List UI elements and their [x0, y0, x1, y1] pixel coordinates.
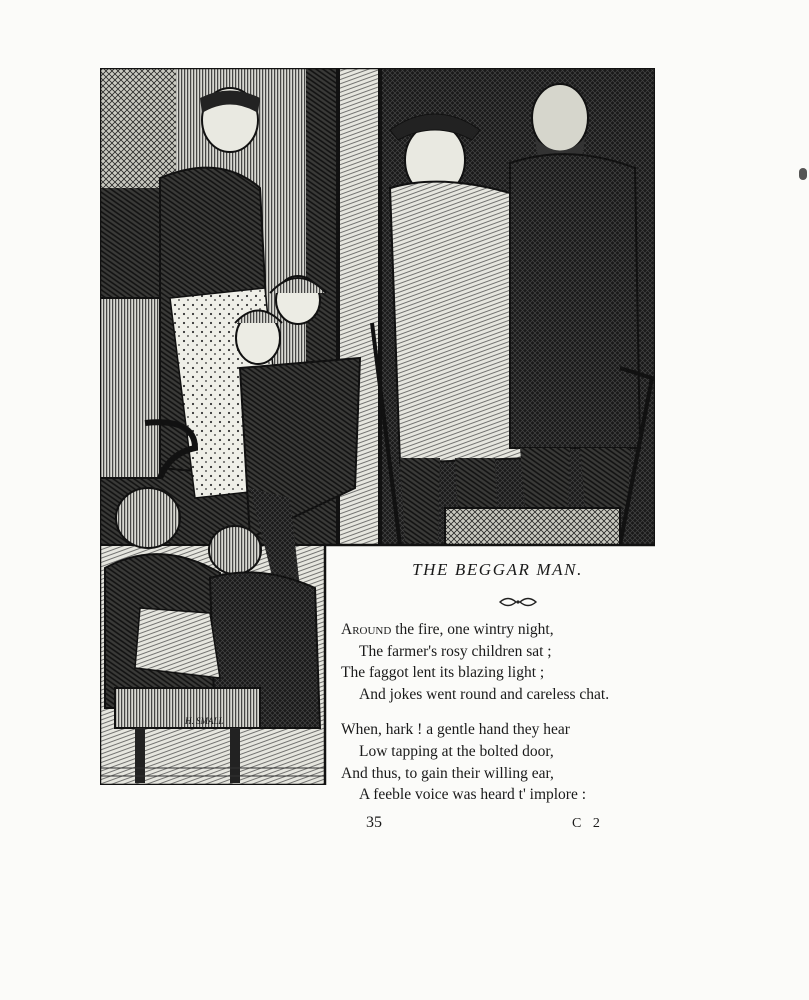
poem-line: A feeble voice was heard t' implore :	[359, 786, 587, 804]
poem-line	[341, 619, 671, 641]
poem-line-text: the fire, one wintry night,	[391, 621, 554, 638]
paper-speck	[799, 168, 807, 180]
poem-line: The farmer's rosy children sat ;	[359, 642, 552, 660]
poem-body	[341, 619, 671, 806]
stanza-gap	[341, 705, 671, 719]
poem-line: And jokes went round and careless chat.	[359, 685, 610, 703]
stanza-1	[341, 619, 671, 705]
poem-line: Low tapping at the bolted door,	[359, 742, 554, 760]
poem-line: The faggot lent its blazing light ;	[341, 664, 545, 682]
drop-capital-word: Around	[341, 621, 392, 638]
poem-line: When, hark ! a gentle hand they hear	[341, 721, 570, 739]
page-number: 35	[366, 814, 382, 831]
stanza-2	[341, 719, 671, 805]
artist-signature: H. SMALL	[185, 716, 224, 726]
ornament-icon	[498, 595, 538, 609]
poem-line: And thus, to gain their willing ear,	[341, 764, 554, 782]
poem-title: THE BEGGAR MAN.	[412, 560, 583, 579]
signature-mark: C 2	[572, 816, 604, 831]
